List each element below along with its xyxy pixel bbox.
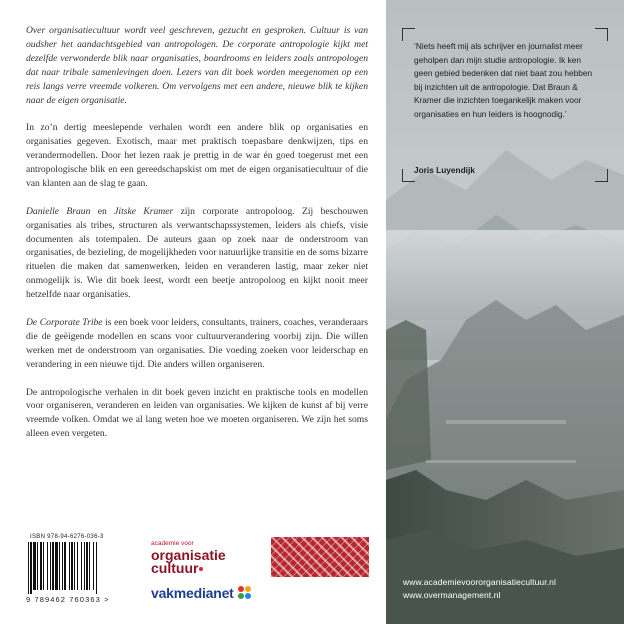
paragraph-authors — [26, 205, 368, 302]
paragraph-conclusion: De antropologische verhalen in dit boek geven inzicht en praktische tools en modellen voor organiseren, veranderen en leiden van organisaties. We kijken de kunst af bij verre vreemde volken. Omdat we al lang weten hoe we moeten organiseren. We zijn het soms alleen even vergeten. — [26, 386, 368, 440]
url-overmanagement[interactable]: www.overmanagement.nl — [403, 590, 501, 600]
paragraph-audience — [26, 316, 368, 372]
frame-corner-icon — [595, 169, 608, 182]
quote-author: Joris Luyendijk — [414, 165, 475, 175]
frame-corner-icon — [595, 28, 608, 41]
vakmedianet-logo-text: vakmedianet — [151, 585, 234, 601]
author-and: en — [90, 205, 115, 217]
back-cover-text — [26, 24, 368, 455]
aoc-dot-icon — [199, 567, 203, 571]
isbn-label: ISBN 978-94-6276-036-3 — [30, 534, 104, 540]
endorsement-quote: ‘Niets heeft mij als schrijver en journalist meer geholpen dan mijn studie antropologie. Ik ken geen gebied bedenken dat niet baat zou hebben bij inzichten uit de antropologie. Dat Braun & Kramer die inzichten toegankelijk maken voor organisaties en hun leiders is hoognodig.’ — [414, 41, 593, 119]
vakmedianet-dots-icon — [237, 585, 253, 601]
pattern-logo-icon — [271, 537, 369, 577]
academie-organisatiecultuur-logo — [151, 540, 263, 576]
aoc-logo-small-text: academie voor — [151, 540, 194, 547]
aoc-logo-line1: organisatie — [151, 547, 226, 563]
vakmedianet-logo — [151, 582, 253, 604]
intro-paragraph: Over organisatiecultuur wordt veel geschreven, gezucht en gesproken. Cultuur is van oudsher het aandachtsgebied van antropologen. De corporate antropologie kijkt met dezelfde verwonderde blik naar organisaties, boardrooms en leiders zoals antropologen dat naar tribale samenlevingen doen. Lezers van dit boek worden meegenomen op een reis langs verre vreemde volkeren. Om vervolgens met een andere, nieuwe blik te kijken naar de eigen organisatie. — [26, 25, 368, 106]
isbn-barcode — [26, 534, 134, 612]
author-name-2: Jitske Kramer — [114, 205, 174, 217]
website-links — [403, 576, 556, 602]
aoc-logo-line2 — [151, 562, 263, 575]
audience-description: is een boek voor leiders, consultants, trainers, coaches, veranderaars die de geëigende modellen en scans voor cultuurverandering voorbij zijn. Die willen werken met de onderstroom van organisaties. Die voeding zoeken voor leiderschap en verandering in een nieuwe tijd. Die anders willen organiseren. — [26, 316, 368, 370]
book-title-inline: De Corporate Tribe — [26, 316, 103, 328]
barcode-digits: 9 789462 760363 > — [26, 595, 110, 604]
paragraph-stories: In zo’n dertig meeslepende verhalen wordt een andere blik op organisaties en organisaties gegeven. Exotisch, maar met praktisch toepasbare denkwijzen, tips en verandermodellen. Door het lezen raak je prettig in de war én goed toegerust met een antropologische blik en een gereedschapskist om met de eigen organisatiecultuur of die van klanten aan de slag te gaan. — [26, 122, 368, 189]
quote-frame — [402, 28, 608, 182]
url-academie[interactable]: www.academievoororganisatiecultuur.nl — [403, 577, 557, 587]
authors-description: zijn corporate antropoloog. Zij beschouwen organisaties als tribes, structuren als verwantschapssystemen, leiders als chiefs, visie documenten als totempalen. De auteurs gaan op zoek naar de onderstroom van organisaties, de bezieling, de mogelijkheden voor natuurlijke transitie en de soms bizarre rituelen die maken dat samenwerken, leiden en veranderen lastig, maar zeker niet onmogelijk is. Wie dit boek leest, wordt een beetje antropoloog en kijkt nooit meer hetzelfde naar organisaties. — [26, 205, 368, 301]
author-name-1: Danielle Braun — [26, 205, 91, 217]
barcode-icon — [26, 542, 130, 594]
cover-photo-panel — [386, 0, 624, 624]
aoc-logo-line2-text: cultuur — [151, 560, 199, 576]
